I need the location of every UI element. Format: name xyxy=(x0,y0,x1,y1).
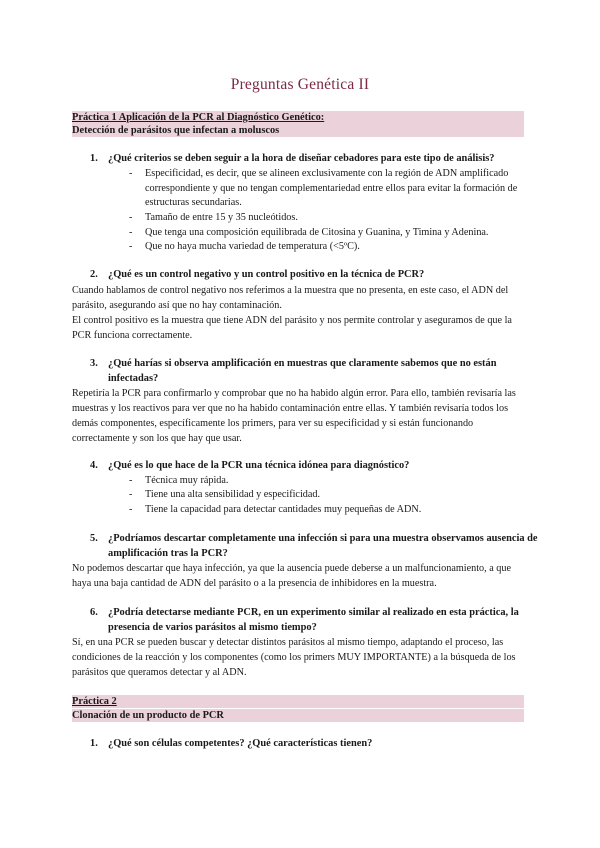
section-heading: Práctica 2 xyxy=(72,696,117,707)
question-number: 6. xyxy=(90,607,98,618)
bullet-dash: - xyxy=(129,212,133,223)
answer-paragraph: No podemos descartar que haya infección, ya que la ausencia puede deberse a un malfuncionamiento, a que haya una baja cantidad de ADN del parásito o a la presencia de inhibidores en la muestra. xyxy=(72,563,512,589)
bullet-dash: - xyxy=(129,489,133,500)
page-title: Preguntas Genética II xyxy=(230,76,370,93)
question-number: 1. xyxy=(90,738,98,749)
question-number: 3. xyxy=(90,358,98,369)
question-text: ¿Qué son células competentes? ¿Qué características tienen? xyxy=(108,738,373,749)
answer-paragraph: El control positivo es la muestra que tiene ADN del parásito y nos permite controlar y aseguramos de que la PCR funciona correctamente. xyxy=(72,315,512,341)
question-text: ¿Qué es lo que hace de la PCR una técnica idónea para diagnóstico? xyxy=(108,460,410,471)
question-text: ¿Podríamos descartar completamente una infección si para una muestra observamos ausencia de amplificación tras la PCR? xyxy=(108,533,538,559)
question-text: ¿Podría detectarse mediante PCR, en un experimento similar al realizado en esta práctica, la presencia de varios parásitos al mismo tiempo? xyxy=(108,607,519,633)
list-item: Tamaño de entre 15 y 35 nucleótidos. xyxy=(145,212,298,223)
question-text: ¿Qué es un control negativo y un control positivo en la técnica de PCR? xyxy=(108,269,425,280)
answer-paragraph: Sí, en una PCR se pueden buscar y detectar distintos parásitos al mismo tiempo, adaptando el proceso, las condiciones de la reacción y los componentes (como los primers MUY IMPORTANTE) a la búsqueda de los parásitos que queramos detectar y al ADN. xyxy=(72,637,516,678)
question-number: 1. xyxy=(90,153,98,164)
answer-paragraph: Cuando hablamos de control negativo nos referimos a la muestra que no presenta, en este caso, el ADN del parásito, asegurando así que no hay contaminación. xyxy=(72,285,509,311)
section-highlight-band xyxy=(72,695,524,708)
list-item: Especificidad, es decir, que se alineen exclusivamente con la región de ADN amplificado correspondiente y que no tengan complementariedad entre ellos para evitar la formación de estructuras secundarias. xyxy=(145,168,518,208)
list-item: Que tenga una composición equilibrada de Citosina y Guanina, y Timina y Adenina. xyxy=(145,227,489,238)
section-subheading: Detección de parásitos que infectan a moluscos xyxy=(72,125,280,136)
question-number: 5. xyxy=(90,533,98,544)
question-text: ¿Qué criterios se deben seguir a la hora de diseñar cebadores para este tipo de análisis? xyxy=(108,153,495,164)
answer-paragraph: Repetiría la PCR para confirmarlo y comprobar que no ha habido algún error. Para ello, también revisaría las muestras y los reactivos para ver que no ha habido contaminación entre ellas. Y también revisaría todos los demás componentes, específicamente los primers, para ver su especificidad y si están funcionando correctamente y son los que hay que usar. xyxy=(72,388,516,444)
question-text: ¿Qué harías si observa amplificación en muestras que claramente sabemos que no están infectadas? xyxy=(108,358,497,384)
question-number: 4. xyxy=(90,460,98,471)
question-number: 2. xyxy=(90,269,98,280)
bullet-dash: - xyxy=(129,504,133,515)
list-item: Tiene una alta sensibilidad y especificidad. xyxy=(145,489,321,500)
bullet-dash: - xyxy=(129,227,133,238)
list-item: Que no haya mucha variedad de temperatura (<5ºC). xyxy=(145,241,360,252)
bullet-dash: - xyxy=(129,168,133,179)
bullet-dash: - xyxy=(129,241,133,252)
section-heading: Práctica 1 Aplicación de la PCR al Diagnóstico Genético: xyxy=(72,112,325,123)
list-item: Técnica muy rápida. xyxy=(145,475,229,486)
section-subheading: Clonación de un producto de PCR xyxy=(72,710,224,721)
list-item: Tiene la capacidad para detectar cantidades muy pequeñas de ADN. xyxy=(145,504,422,515)
bullet-dash: - xyxy=(129,475,133,486)
